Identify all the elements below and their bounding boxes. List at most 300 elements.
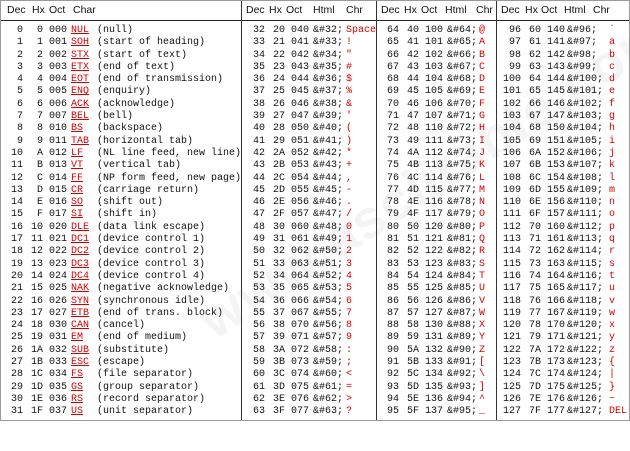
dec-cell: 93	[386, 381, 399, 393]
chr-cell: c	[609, 61, 616, 73]
oct-cell: 145	[546, 86, 565, 98]
oct-cell: 177	[546, 406, 565, 418]
dec-cell: 119	[502, 307, 521, 319]
char-desc-cell: (horizontal tab)	[97, 135, 194, 147]
html-cell: &#102;	[567, 98, 604, 110]
oct-cell: 131	[424, 332, 443, 344]
header-chr: Chr	[593, 4, 610, 16]
html-cell: &#72;	[447, 123, 478, 135]
hex-cell: 18	[30, 320, 43, 332]
header-oct: Oct	[286, 4, 303, 16]
chr-cell: L	[479, 172, 486, 184]
dec-cell: 75	[386, 160, 399, 172]
header-chr: Chr	[346, 4, 363, 16]
char-desc-cell: (start of text)	[97, 49, 188, 61]
dec-cell: 9	[16, 135, 23, 147]
char-abbr-cell: DC4	[71, 270, 90, 282]
dec-cell: 90	[386, 344, 399, 356]
hex-cell: 44	[406, 74, 419, 86]
html-cell: &#48;	[313, 221, 344, 233]
hex-cell: 8	[36, 123, 43, 135]
table-row	[1, 123, 629, 135]
dec-cell: 52	[252, 270, 265, 282]
dec-cell: 55	[252, 307, 265, 319]
hex-cell: 28	[272, 123, 285, 135]
oct-cell: 025	[48, 283, 67, 295]
html-cell: &#39;	[313, 111, 344, 123]
hex-cell: 3C	[272, 369, 285, 381]
oct-cell: 074	[290, 369, 309, 381]
chr-cell: D	[479, 74, 486, 86]
dec-cell: 97	[508, 37, 521, 49]
oct-cell: 026	[48, 295, 67, 307]
html-cell: &#75;	[447, 160, 478, 172]
dec-cell: 122	[502, 344, 521, 356]
dec-cell: 82	[386, 246, 399, 258]
dec-cell: 84	[386, 270, 399, 282]
oct-cell: 046	[290, 98, 309, 110]
html-cell: &#54;	[313, 295, 344, 307]
hex-cell: 2E	[272, 197, 285, 209]
dec-cell: 63	[252, 406, 265, 418]
char-abbr-cell: FS	[71, 369, 84, 381]
char-abbr-cell: CR	[71, 184, 84, 196]
chr-cell: B	[479, 49, 486, 61]
oct-cell: 105	[424, 86, 443, 98]
hex-cell: 2C	[272, 172, 285, 184]
oct-cell: 160	[546, 221, 565, 233]
oct-cell: 042	[290, 49, 309, 61]
html-cell: &#71;	[447, 111, 478, 123]
chr-cell: 9	[346, 332, 353, 344]
hex-cell: 37	[272, 307, 285, 319]
char-abbr-cell: RS	[71, 393, 84, 405]
char-abbr-cell: GS	[71, 381, 84, 393]
html-cell: &#51;	[313, 258, 344, 270]
table-row	[1, 37, 629, 49]
chr-cell: +	[346, 160, 353, 172]
html-cell: &#80;	[447, 221, 478, 233]
char-desc-cell: (substitute)	[97, 344, 170, 356]
oct-cell: 011	[48, 135, 67, 147]
header-oct: Oct	[541, 4, 558, 16]
oct-cell: 175	[546, 381, 565, 393]
table-row	[1, 394, 629, 406]
oct-cell: 051	[290, 135, 309, 147]
char-abbr-cell: STX	[71, 49, 90, 61]
oct-cell: 017	[48, 209, 67, 221]
oct-cell: 140	[546, 25, 565, 36]
hex-cell: 7F	[528, 406, 541, 418]
hex-cell: 23	[272, 61, 285, 73]
html-cell: &#65;	[447, 37, 478, 49]
chr-cell: r	[609, 246, 616, 258]
html-cell: &#92;	[447, 369, 478, 381]
chr-cell: A	[479, 37, 486, 49]
hex-cell: 4B	[406, 160, 419, 172]
char-desc-cell: (device control 3)	[97, 258, 206, 270]
oct-cell: 163	[546, 258, 565, 270]
dec-cell: 5	[16, 86, 23, 98]
hex-cell: 21	[272, 37, 285, 49]
chr-cell: *	[346, 147, 353, 159]
oct-cell: 064	[290, 270, 309, 282]
dec-cell: 45	[252, 184, 265, 196]
char-abbr-cell: CAN	[71, 320, 90, 332]
oct-cell: 130	[424, 320, 443, 332]
hex-cell: 77	[528, 307, 541, 319]
dec-cell: 77	[386, 184, 399, 196]
hex-cell: 76	[528, 295, 541, 307]
hex-cell: 39	[272, 332, 285, 344]
char-desc-cell: (device control 1)	[97, 234, 206, 246]
oct-cell: 007	[48, 111, 67, 123]
oct-cell: 134	[424, 369, 443, 381]
hex-cell: 11	[30, 234, 43, 246]
chr-cell: b	[609, 49, 616, 61]
html-cell: &#96;	[567, 25, 598, 36]
chr-cell: H	[479, 123, 486, 135]
chr-cell: Space	[346, 25, 377, 36]
header-dec: Dec	[501, 4, 520, 16]
oct-cell: 104	[424, 74, 443, 86]
chr-cell: %	[346, 86, 353, 98]
dec-cell: 67	[386, 61, 399, 73]
hex-cell: 4D	[406, 184, 419, 196]
html-cell: &#90;	[447, 344, 478, 356]
chr-cell: &	[346, 98, 353, 110]
hex-cell: 2A	[272, 147, 285, 159]
chr-cell: ]	[479, 381, 486, 393]
html-cell: &#105;	[567, 135, 604, 147]
hex-cell: 13	[30, 258, 43, 270]
hex-cell: 1D	[30, 381, 43, 393]
html-cell: &#89;	[447, 332, 478, 344]
html-cell: &#109;	[567, 184, 604, 196]
dec-cell: 12	[10, 172, 23, 184]
html-cell: &#83;	[447, 258, 478, 270]
html-cell: &#53;	[313, 283, 344, 295]
chr-cell: 5	[346, 283, 353, 295]
hex-cell: 62	[528, 49, 541, 61]
hex-cell: 26	[272, 98, 285, 110]
char-desc-cell: (null)	[97, 25, 134, 36]
hex-cell: 33	[272, 258, 285, 270]
chr-cell: ^	[479, 393, 486, 405]
oct-cell: 107	[424, 111, 443, 123]
char-abbr-cell: ETB	[71, 307, 90, 319]
chr-cell: l	[609, 172, 616, 184]
dec-cell: 124	[502, 369, 521, 381]
dec-cell: 35	[252, 61, 265, 73]
oct-cell: 126	[424, 295, 443, 307]
table-row	[1, 246, 629, 258]
dec-cell: 7	[16, 111, 23, 123]
oct-cell: 034	[48, 369, 67, 381]
char-desc-cell: (end of transmission)	[97, 74, 224, 86]
chr-cell: e	[609, 86, 616, 98]
dec-cell: 94	[386, 393, 399, 405]
hex-cell: 54	[406, 270, 419, 282]
chr-cell: C	[479, 61, 486, 73]
hex-cell: E	[36, 197, 43, 209]
dec-cell: 92	[386, 369, 399, 381]
oct-cell: 142	[546, 49, 565, 61]
dec-cell: 38	[252, 98, 265, 110]
char-abbr-cell: ENQ	[71, 86, 90, 98]
header-html: Html	[445, 4, 467, 16]
hex-cell: 75	[528, 283, 541, 295]
oct-cell: 114	[424, 172, 443, 184]
dec-cell: 49	[252, 234, 265, 246]
oct-cell: 162	[546, 246, 565, 258]
char-desc-cell: (end of text)	[97, 61, 176, 73]
hex-cell: 6C	[528, 172, 541, 184]
chr-cell: j	[609, 147, 616, 159]
header-char: Char	[73, 4, 96, 16]
oct-cell: 040	[290, 25, 309, 36]
oct-cell: 176	[546, 393, 565, 405]
hex-cell: 36	[272, 295, 285, 307]
oct-cell: 030	[48, 320, 67, 332]
chr-cell: =	[346, 381, 353, 393]
header-dec: Dec	[7, 4, 26, 16]
dec-cell: 58	[252, 344, 265, 356]
oct-cell: 157	[546, 209, 565, 221]
oct-cell: 005	[48, 86, 67, 98]
chr-cell: a	[609, 37, 616, 49]
html-cell: &#112;	[567, 221, 604, 233]
dec-cell: 37	[252, 86, 265, 98]
html-cell: &#85;	[447, 283, 478, 295]
dec-cell: 18	[10, 246, 23, 258]
html-cell: &#68;	[447, 74, 478, 86]
dec-cell: 24	[10, 320, 23, 332]
oct-cell: 110	[424, 123, 443, 135]
oct-cell: 151	[546, 135, 565, 147]
oct-cell: 117	[424, 209, 443, 221]
dec-cell: 44	[252, 172, 265, 184]
chr-cell: n	[609, 197, 616, 209]
chr-cell: 4	[346, 270, 353, 282]
char-desc-cell: (device control 2)	[97, 246, 206, 258]
header-oct: Oct	[49, 4, 66, 16]
chr-cell: 2	[346, 246, 353, 258]
oct-cell: 124	[424, 270, 443, 282]
oct-cell: 170	[546, 320, 565, 332]
hex-cell: 14	[30, 270, 43, 282]
chr-cell: T	[479, 270, 486, 282]
oct-cell: 060	[290, 221, 309, 233]
oct-cell: 101	[424, 37, 443, 49]
table-row	[1, 296, 629, 308]
oct-cell: 100	[424, 25, 443, 36]
hex-cell: 60	[528, 25, 541, 36]
oct-cell: 112	[424, 147, 443, 159]
oct-cell: 132	[424, 344, 443, 356]
hex-cell: 6D	[528, 184, 541, 196]
oct-cell: 037	[48, 406, 67, 418]
dec-cell: 86	[386, 295, 399, 307]
html-cell: &#76;	[447, 172, 478, 184]
oct-cell: 155	[546, 184, 565, 196]
hex-cell: 20	[272, 25, 285, 36]
oct-cell: 065	[290, 283, 309, 295]
chr-cell: U	[479, 283, 486, 295]
html-cell: &#64;	[447, 25, 478, 36]
hex-cell: 4C	[406, 172, 419, 184]
chr-cell: o	[609, 209, 616, 221]
oct-cell: 001	[48, 37, 67, 49]
chr-cell: P	[479, 221, 486, 233]
oct-cell: 077	[290, 406, 309, 418]
dec-cell: 16	[10, 221, 23, 233]
oct-cell: 135	[424, 381, 443, 393]
oct-cell: 050	[290, 123, 309, 135]
oct-cell: 144	[546, 74, 565, 86]
dec-cell: 31	[10, 406, 23, 418]
dec-cell: 123	[502, 357, 521, 369]
html-cell: &#119;	[567, 307, 604, 319]
dec-cell: 28	[10, 369, 23, 381]
html-cell: &#104;	[567, 123, 604, 135]
chr-cell: M	[479, 184, 486, 196]
char-abbr-cell: SOH	[71, 37, 90, 49]
hex-cell: 22	[272, 49, 285, 61]
hex-cell: 59	[406, 332, 419, 344]
dec-cell: 23	[10, 307, 23, 319]
oct-cell: 111	[424, 135, 443, 147]
char-desc-cell: (synchronous idle)	[97, 295, 206, 307]
dec-cell: 71	[386, 111, 399, 123]
html-cell: &#57;	[313, 332, 344, 344]
hex-cell: 24	[272, 74, 285, 86]
char-abbr-cell: US	[71, 406, 84, 418]
html-cell: &#115;	[567, 258, 604, 270]
chr-cell: q	[609, 234, 616, 246]
chr-cell: 0	[346, 221, 353, 233]
hex-cell: 7	[36, 111, 43, 123]
char-desc-cell: (shift out)	[97, 197, 164, 209]
dec-cell: 80	[386, 221, 399, 233]
chr-cell: Q	[479, 234, 486, 246]
dec-cell: 30	[10, 393, 23, 405]
html-cell: &#33;	[313, 37, 344, 49]
dec-cell: 36	[252, 74, 265, 86]
html-cell: &#56;	[313, 320, 344, 332]
dec-cell: 106	[502, 147, 521, 159]
dec-cell: 79	[386, 209, 399, 221]
hex-cell: 16	[30, 295, 43, 307]
html-cell: &#58;	[313, 344, 344, 356]
char-desc-cell: (end of trans. block)	[97, 307, 224, 319]
dec-cell: 17	[10, 234, 23, 246]
oct-cell: 136	[424, 393, 443, 405]
dec-cell: 120	[502, 320, 521, 332]
dec-cell: 47	[252, 209, 265, 221]
oct-cell: 173	[546, 357, 565, 369]
html-cell: &#78;	[447, 197, 478, 209]
hex-cell: 64	[528, 74, 541, 86]
oct-cell: 146	[546, 98, 565, 110]
header-dec: Dec	[381, 4, 400, 16]
chr-cell: '	[346, 111, 353, 123]
table-row	[1, 283, 629, 295]
char-desc-cell: (escape)	[97, 357, 146, 369]
char-abbr-cell: NAK	[71, 283, 90, 295]
hex-cell: 2F	[272, 209, 285, 221]
html-cell: &#32;	[313, 25, 344, 36]
dec-cell: 25	[10, 332, 23, 344]
html-cell: &#73;	[447, 135, 478, 147]
html-cell: &#42;	[313, 147, 344, 159]
hex-cell: 79	[528, 332, 541, 344]
dec-cell: 87	[386, 307, 399, 319]
hex-cell: 7A	[528, 344, 541, 356]
html-cell: &#44;	[313, 172, 344, 184]
oct-cell: 063	[290, 258, 309, 270]
oct-cell: 021	[48, 234, 67, 246]
chr-cell: `	[609, 25, 616, 36]
char-abbr-cell: BS	[71, 123, 84, 135]
hex-cell: 30	[272, 221, 285, 233]
dec-cell: 46	[252, 197, 265, 209]
html-cell: &#111;	[567, 209, 604, 221]
table-header	[1, 1, 629, 21]
header-html: Html	[564, 4, 586, 16]
chr-cell: g	[609, 111, 616, 123]
char-desc-cell: (file separator)	[97, 369, 194, 381]
char-desc-cell: (device control 4)	[97, 270, 206, 282]
oct-cell: 000	[48, 25, 67, 36]
dec-cell: 32	[252, 25, 265, 36]
oct-cell: 070	[290, 320, 309, 332]
dec-cell: 50	[252, 246, 265, 258]
hex-cell: 32	[272, 246, 285, 258]
hex-cell: 0	[36, 25, 43, 36]
chr-cell: -	[346, 184, 353, 196]
chr-cell: x	[609, 320, 616, 332]
chr-cell: h	[609, 123, 616, 135]
hex-cell: 55	[406, 283, 419, 295]
hex-cell: 58	[406, 320, 419, 332]
hex-cell: 34	[272, 270, 285, 282]
dec-cell: 69	[386, 86, 399, 98]
oct-cell: 067	[290, 307, 309, 319]
oct-cell: 016	[48, 197, 67, 209]
chr-cell: \	[479, 369, 486, 381]
oct-cell: 010	[48, 123, 67, 135]
dec-cell: 76	[386, 172, 399, 184]
html-cell: &#67;	[447, 61, 478, 73]
html-cell: &#52;	[313, 270, 344, 282]
dec-cell: 3	[16, 61, 23, 73]
oct-cell: 053	[290, 160, 309, 172]
html-cell: &#62;	[313, 393, 344, 405]
dec-cell: 108	[502, 172, 521, 184]
chr-cell: ~	[609, 393, 616, 405]
oct-cell: 003	[48, 61, 67, 73]
oct-cell: 103	[424, 61, 443, 73]
html-cell: &#122;	[567, 344, 604, 356]
html-cell: &#93;	[447, 381, 478, 393]
html-cell: &#81;	[447, 234, 478, 246]
hex-cell: 49	[406, 135, 419, 147]
oct-cell: 156	[546, 197, 565, 209]
dec-cell: 59	[252, 357, 265, 369]
table-row	[1, 25, 629, 37]
oct-cell: 165	[546, 283, 565, 295]
